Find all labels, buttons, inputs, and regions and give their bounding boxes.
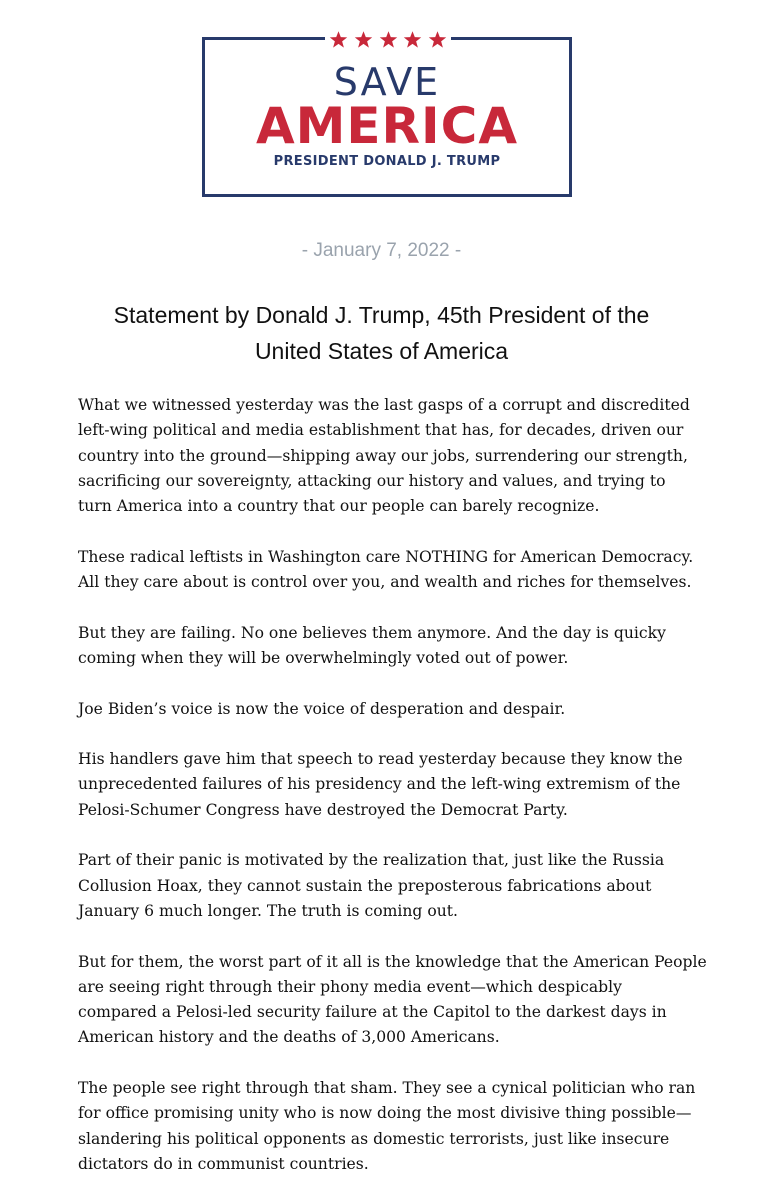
statement-paragraph [78,697,698,722]
logo-subtitle-text: PRESIDENT DONALD J. TRUMP [273,154,501,169]
paragraph-line: His handlers gave him that speech to read yesterday because they know the [78,750,683,769]
statement-paragraph [78,1076,698,1177]
paragraph-line: Joe Biden’s voice is now the voice of desperation and despair. [78,699,566,718]
paragraph-line: Collusion Hoax, they cannot sustain the preposterous fabrications about [78,876,652,895]
statement-paragraph [78,621,698,672]
statement-date: - January 7, 2022 - [301,240,462,261]
paragraph-line: The people see right through that sham. They see a cynical politician who ran [78,1079,696,1098]
statement-paragraph [78,848,698,924]
paragraph-line: But they are failing. No one believes them anymore. And the day is quicky [78,623,666,642]
title-line: Statement by Donald J. Trump, 45th President of the [113,302,650,328]
save-america-logo [202,37,572,197]
paragraph-line: left-wing political and media establishment that has, for decades, driven our [78,421,684,440]
logo-stars [325,28,451,50]
star-icon [379,30,398,49]
title-line: United States of America [254,338,509,364]
paragraph-line: Part of their panic is motivated by the realization that, just like the Russia [78,851,665,870]
paragraph-line: coming when they will be overwhelmingly voted out of power. [78,648,569,667]
paragraph-line: January 6 much longer. The truth is coming out. [78,901,459,920]
statement-paragraph [78,747,698,823]
statement-paragraph [78,393,698,519]
paragraph-line: compared a Pelosi-led security failure at the Capitol to the darkest days in [78,1003,667,1022]
paragraph-line: But for them, the worst part of it all is the knowledge that the American People [78,952,707,971]
paragraph-line: unprecedented failures of his presidency and the left-wing extremism of the [78,775,681,794]
paragraph-line: American history and the deaths of 3,000 Americans. [78,1028,500,1047]
paragraph-line: sacrificing our sovereignty, attacking our history and values, and trying to [78,471,666,490]
star-icon [329,30,348,49]
paragraph-line: slandering his political opponents as domestic terrorists, just like insecure [78,1129,670,1148]
statement-paragraph [78,950,707,1051]
star-icon [354,30,373,49]
statement-title [60,297,703,369]
paragraph-line: All they care about is control over you, and wealth and riches for themselves. [78,573,692,592]
paragraph-line: dictators do in communist countries. [78,1154,369,1173]
logo-save-text: SAVE [333,60,441,104]
logo-america-text: AMERICA [255,97,519,155]
statement-paragraph [78,545,698,596]
paragraph-line: Pelosi-Schumer Congress have destroyed the Democrat Party. [78,800,568,819]
star-icon [428,30,447,49]
statement-body [78,393,707,1203]
paragraph-line: for office promising unity who is now doing the most divisive thing possible— [78,1104,692,1123]
star-icon [403,30,422,49]
paragraph-line: What we witnessed yesterday was the last gasps of a corrupt and discredited [78,396,690,414]
paragraph-line: These radical leftists in Washington care NOTHING for American Democracy. [78,547,694,566]
paragraph-line: are seeing right through their phony media event—which despicably [78,977,622,996]
paragraph-line: turn America into a country that our people can barely recognize. [78,497,600,516]
paragraph-line: country into the ground—shipping away our jobs, surrendering our strength, [78,446,688,465]
